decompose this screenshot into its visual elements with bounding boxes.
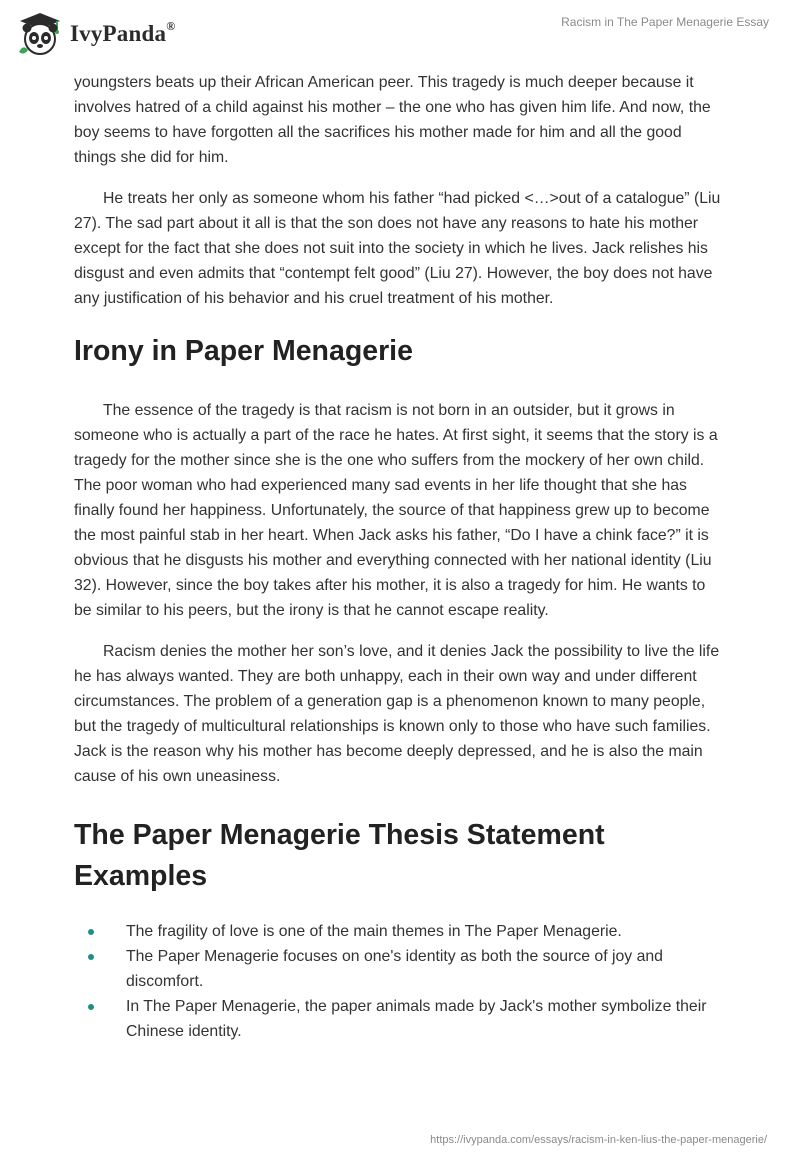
essay-body <box>74 70 726 1044</box>
bullet-dot-icon <box>88 1004 94 1010</box>
section-heading-thesis: The Paper Menagerie Thesis Statement Examples <box>74 819 605 892</box>
brand-name: IvyPanda® <box>70 19 176 46</box>
bullet-dot-icon <box>88 954 94 960</box>
bullet-dot-icon <box>88 929 94 935</box>
list-item <box>74 919 726 944</box>
panda-logo-icon <box>16 10 64 58</box>
page-header <box>0 0 800 70</box>
list-item-text: In The Paper Menagerie, the paper animals made by Jack's mother symbolize their Chinese identity. <box>126 998 707 1040</box>
paragraph-continuation: youngsters beats up their African American peer. This tragedy is much deeper because it involves hatred of a child against his mother – the one who has given him life. And now, the boy seems to have forgotten all the sacrifices his mother made for him and all the good things she did for him. <box>74 74 711 166</box>
list-item-text: The Paper Menagerie focuses on one's identity as both the source of joy and discomfort. <box>126 948 663 990</box>
paragraph: Racism denies the mother her son’s love, and it denies Jack the possibility to live the life he has always wanted. They are both unhappy, each in their own way and under different circumstances. The problem of a generation gap is a phenomenon known to many people, but the tragedy of multicultural relationships is known only to those who have such families. Jack is the reason why his mother has become deeply depressed, and he is also the main cause of his own uneasiness. <box>74 643 720 785</box>
section-heading-irony: Irony in Paper Menagerie <box>74 335 413 367</box>
logo[interactable] <box>16 10 175 58</box>
list-item-text: The fragility of love is one of the main themes in The Paper Menagerie. <box>126 923 622 940</box>
list-item <box>74 944 726 994</box>
paragraph: He treats her only as someone whom his father “had picked <…>out of a catalogue” (Liu 27). The sad part about it all is that the son does not have any reasons to hate his mother except for the fact that she does not suit into the society in which he lives. Jack relishes his disgust and even admits that “contempt felt good” (Liu 27). However, the boy does not have any justification of his behavior and his cruel treatment of his mother. <box>74 190 721 307</box>
list-item <box>74 994 726 1044</box>
document-title: Racism in The Paper Menagerie Essay <box>561 15 769 29</box>
thesis-list <box>74 919 726 1044</box>
source-url-link[interactable]: https://ivypanda.com/essays/racism-in-ken-lius-the-paper-menagerie/ <box>430 1134 767 1146</box>
paragraph: The essence of the tragedy is that racism is not born in an outsider, but it grows in someone who is actually a part of the race he hates. At first sight, it seems that the story is a tragedy for the mother since she is the one who suffers from the mockery of her own child. The poor woman who had experienced many sad events in her life thought that she has finally found her happiness. Unfortunately, the source of that happiness grew up to become the most painful stab in her heart. When Jack asks his father, “Do I have a chink face?” it is obvious that he disgusts his mother and everything connected with her national identity (Liu 32). However, since the boy takes after his mother, it is also a tragedy for him. He wants to be similar to his peers, but the irony is that he cannot escape reality. <box>74 402 718 619</box>
